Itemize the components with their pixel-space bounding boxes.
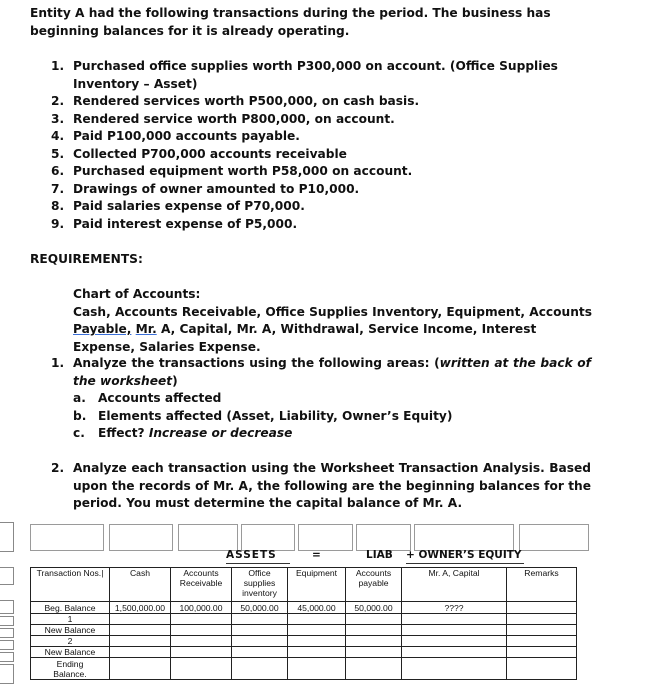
coa-heading: Chart of Accounts: — [73, 287, 201, 301]
left-edge-box — [0, 664, 14, 684]
owners-equity-label: + OWNER’S EQUITY — [406, 549, 522, 561]
header-box[interactable] — [30, 524, 104, 551]
col-accounts-payable: Accounts payable — [346, 568, 402, 602]
coa-list: Cash, Accounts Receivable, Office Supplies Inventory, Equipment, Accounts Payable, Mr. A, Capital, Mr. A, Withdrawal, Service Income, Interest Expense, Salaries Expense. — [73, 304, 592, 354]
equity-underline — [406, 563, 524, 564]
header-box[interactable] — [109, 524, 173, 551]
table-row: Beg. Balance 1,500,000.00 100,000.00 50,000.00 45,000.00 50,000.00 ???? — [31, 602, 577, 614]
col-transaction-nos: Transaction Nos.| — [31, 568, 110, 602]
left-edge-box — [0, 567, 14, 585]
left-edge-box — [0, 522, 14, 552]
list-item: 2. Rendered services worth P500,000, on cash basis. — [51, 94, 420, 108]
list-item: 3. Rendered service worth P800,000, on account. — [51, 111, 395, 126]
assets-underline — [226, 563, 290, 564]
list-item: 9. Paid interest expense of P5,000. — [51, 216, 298, 231]
list-item: 6. Purchased equipment worth P58,000 on account. — [51, 164, 413, 178]
header-box[interactable] — [298, 524, 353, 551]
list-item: 8. Paid salaries expense of P70,000. — [51, 199, 305, 213]
col-accounts-receivable: Accounts Receivable — [171, 568, 232, 602]
col-capital: Mr. A, Capital — [402, 568, 507, 602]
left-edge-box — [0, 600, 14, 614]
table-row: 1 — [31, 614, 577, 625]
table-row: 2 — [31, 636, 577, 647]
requirement-1: 1. Analyze the transactions using the following areas: (written at the back of the worksheet) a. Accounts affected b. Elements affected (Asset, Liability, Owner’s Equity) c. Effect? Increase or decrease — [51, 355, 591, 443]
col-remarks: Remarks — [507, 568, 577, 602]
header-box[interactable] — [356, 524, 411, 551]
list-item: 1. Purchased office supplies worth P300,000 on account. (Office Supplies Inventory – Asset) — [51, 59, 558, 91]
table-header-row — [31, 568, 577, 602]
left-edge-box — [0, 652, 14, 662]
table-row: New Balance — [31, 625, 577, 636]
list-item: 4. Paid P100,000 accounts payable. — [51, 129, 300, 143]
chart-of-accounts — [73, 286, 598, 356]
list-item: b. Elements affected (Asset, Liability, Owner’s Equity) — [73, 408, 453, 423]
list-item: 7. Drawings of owner amounted to P10,000. — [51, 181, 360, 196]
left-edge-box — [0, 628, 14, 638]
liabilities-label: LIAB — [366, 549, 393, 561]
worksheet-table — [30, 567, 577, 680]
header-box[interactable] — [519, 524, 589, 551]
header-box[interactable] — [414, 524, 514, 551]
header-box[interactable] — [241, 524, 295, 551]
left-edge-box — [0, 616, 14, 626]
assets-label: ASSETS — [226, 549, 277, 561]
col-office-supplies: Office supplies inventory — [232, 568, 288, 602]
transaction-list — [51, 58, 596, 233]
col-cash: Cash — [110, 568, 171, 602]
table-row: New Balance — [31, 647, 577, 658]
left-edge-box — [0, 640, 14, 650]
equals-sign: = — [312, 549, 322, 561]
header-box[interactable] — [178, 524, 238, 551]
col-equipment: Equipment — [288, 568, 346, 602]
list-item: c. Effect? Increase or decrease — [73, 426, 293, 440]
list-item: a. Accounts affected — [73, 391, 222, 405]
table-row: Ending Balance. — [31, 658, 577, 680]
list-item: 5. Collected P700,000 accounts receivable — [51, 146, 347, 161]
requirements-heading: REQUIREMENTS: — [30, 252, 143, 266]
intro-paragraph: Entity A had the following transactions during the period. The business has beginning balances for it is already operating. — [30, 6, 551, 38]
requirement-2: 2. Analyze each transaction using the Worksheet Transaction Analysis. Based upon the records of Mr. A, the following are the beginning balances for the period. You must determine the capital balance of Mr. A. — [51, 461, 591, 510]
